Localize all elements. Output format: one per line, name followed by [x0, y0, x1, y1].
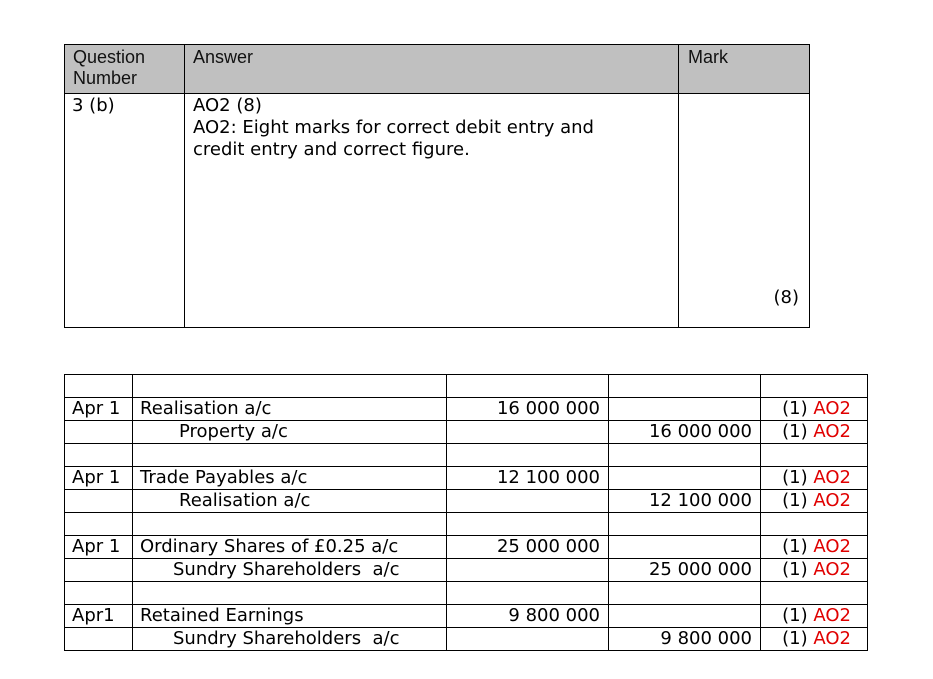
- credit-ao-label: AO2: [813, 421, 851, 442]
- spacer-row: [65, 444, 868, 467]
- empty-cell: [65, 444, 133, 467]
- debit-account: Realisation a/c: [133, 398, 447, 421]
- debit-mark: (1): [782, 605, 808, 626]
- empty-date-cell: [65, 490, 133, 513]
- empty-debit-cell: [447, 559, 609, 582]
- journal-debit-row: [65, 536, 868, 559]
- debit-amount: 25 000 000: [447, 536, 609, 559]
- empty-cell: [609, 582, 761, 605]
- credit-mark: (1): [782, 421, 808, 442]
- journal-body: [65, 375, 868, 651]
- debit-mark: (1): [782, 398, 808, 419]
- credit-account: Sundry Shareholders a/c: [133, 628, 447, 651]
- empty-credit-cell: [609, 467, 761, 490]
- debit-ao-label: AO2: [813, 536, 851, 557]
- debit-ao-label: AO2: [813, 398, 851, 419]
- empty-cell: [761, 582, 868, 605]
- empty-cell: [65, 582, 133, 605]
- journal-credit-row: [65, 421, 868, 444]
- credit-account: Property a/c: [133, 421, 447, 444]
- debit-mark: (1): [782, 467, 808, 488]
- debit-account: Trade Payables a/c: [133, 467, 447, 490]
- question-number: 3 (b): [65, 94, 185, 328]
- journal-debit-row: [65, 398, 868, 421]
- credit-mark-cell: [761, 628, 868, 651]
- spacer-row: [65, 513, 868, 536]
- empty-credit-cell: [609, 398, 761, 421]
- empty-cell: [761, 375, 868, 398]
- debit-ao-label: AO2: [813, 467, 851, 488]
- entry-date: Apr 1: [65, 467, 133, 490]
- empty-date-cell: [65, 559, 133, 582]
- mark-cell: [679, 94, 810, 328]
- debit-mark-cell: [761, 467, 868, 490]
- empty-cell: [447, 582, 609, 605]
- empty-cell: [133, 375, 447, 398]
- credit-mark-cell: [761, 559, 868, 582]
- debit-mark: (1): [782, 536, 808, 557]
- debit-account: Retained Earnings: [133, 605, 447, 628]
- debit-account: Ordinary Shares of £0.25 a/c: [133, 536, 447, 559]
- empty-cell: [133, 513, 447, 536]
- empty-cell: [447, 444, 609, 467]
- answer-line: credit entry and correct figure.: [193, 139, 470, 160]
- debit-mark-cell: [761, 536, 868, 559]
- empty-cell: [65, 513, 133, 536]
- debit-amount: 9 800 000: [447, 605, 609, 628]
- credit-mark: (1): [782, 628, 808, 649]
- journal-credit-row: [65, 490, 868, 513]
- question-number-header: Question Number: [65, 45, 185, 94]
- answer-line: AO2 (8): [193, 95, 262, 116]
- journal-debit-row: [65, 605, 868, 628]
- empty-cell: [761, 513, 868, 536]
- debit-mark-cell: [761, 398, 868, 421]
- journal-credit-row: [65, 628, 868, 651]
- empty-cell: [133, 582, 447, 605]
- empty-cell: [609, 444, 761, 467]
- empty-cell: [447, 513, 609, 536]
- credit-account: Sundry Shareholders a/c: [133, 559, 447, 582]
- question-table-header: [65, 45, 810, 94]
- empty-cell: [65, 375, 133, 398]
- empty-debit-cell: [447, 490, 609, 513]
- journal-table: [64, 374, 868, 651]
- empty-date-cell: [65, 628, 133, 651]
- question-row: [65, 94, 810, 328]
- answer-cell: [185, 94, 679, 328]
- credit-mark: (1): [782, 490, 808, 511]
- credit-amount: 16 000 000: [609, 421, 761, 444]
- spacer-row: [65, 582, 868, 605]
- entry-date: Apr 1: [65, 398, 133, 421]
- empty-credit-cell: [609, 605, 761, 628]
- empty-debit-cell: [447, 421, 609, 444]
- debit-mark-cell: [761, 605, 868, 628]
- empty-cell: [761, 444, 868, 467]
- mark-header: Mark: [679, 45, 810, 94]
- empty-cell: [609, 375, 761, 398]
- journal-credit-row: [65, 559, 868, 582]
- answer-line: AO2: Eight marks for correct debit entry and: [193, 117, 594, 138]
- empty-date-cell: [65, 421, 133, 444]
- credit-amount: 12 100 000: [609, 490, 761, 513]
- empty-cell: [133, 444, 447, 467]
- credit-mark: (1): [782, 559, 808, 580]
- credit-amount: 9 800 000: [609, 628, 761, 651]
- credit-ao-label: AO2: [813, 490, 851, 511]
- credit-mark-cell: [761, 421, 868, 444]
- answer-header: Answer: [185, 45, 679, 94]
- debit-ao-label: AO2: [813, 605, 851, 626]
- credit-account: Realisation a/c: [133, 490, 447, 513]
- empty-credit-cell: [609, 536, 761, 559]
- entry-date: Apr 1: [65, 536, 133, 559]
- journal-debit-row: [65, 467, 868, 490]
- debit-amount: 16 000 000: [447, 398, 609, 421]
- empty-cell: [609, 513, 761, 536]
- question-table: [64, 44, 810, 328]
- spacer-row: [65, 375, 868, 398]
- credit-ao-label: AO2: [813, 559, 851, 580]
- total-mark: (8): [773, 287, 799, 308]
- empty-cell: [447, 375, 609, 398]
- credit-ao-label: AO2: [813, 628, 851, 649]
- credit-amount: 25 000 000: [609, 559, 761, 582]
- credit-mark-cell: [761, 490, 868, 513]
- entry-date: Apr1: [65, 605, 133, 628]
- debit-amount: 12 100 000: [447, 467, 609, 490]
- empty-debit-cell: [447, 628, 609, 651]
